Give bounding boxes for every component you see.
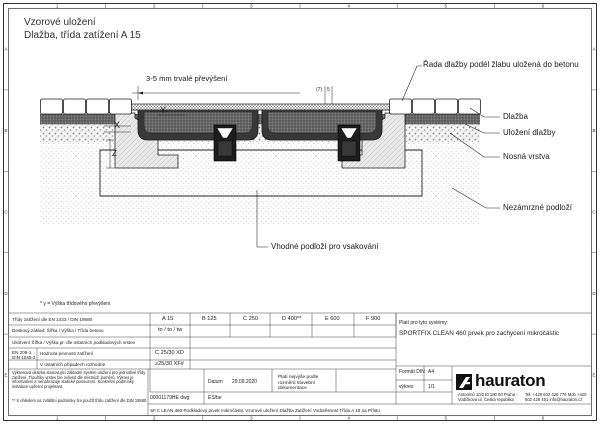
frame-row-letter: B [4,128,8,134]
tb-row4-value: C 25/30 XD [155,350,184,356]
callout-ulozeni: Uložení dlažby [503,128,556,137]
paving-stone [110,99,132,114]
tb-class-b125: B 125 [202,316,217,322]
tb-contact: Tel. +420 602 428 776 Mob +420 602 428 461 info@hauraton.cz [525,392,587,402]
frame-row-letter: E [4,372,8,378]
callout-dlazba: Dlažba [503,112,528,121]
paving-stone [459,99,481,114]
frame-row-letter: D [592,290,596,296]
callout-vhodne: Vhodné podloží pro vsakování [271,242,379,251]
frame-col-number: 5 [444,415,448,421]
frame-row-letter: E [592,372,596,378]
tb-row2-label: Deskový základ: Šířka / Výška / Třída betonu [12,328,104,333]
drawing-title: Vzorové uložení [24,17,96,28]
tb-class-row-label: Třídy zatížení dle EN 1433 / DIN 19580 [12,317,93,322]
paving-stone [436,99,458,114]
paving-stone [41,99,63,114]
frame-col-number: 6 [541,3,545,9]
frame-row-letter: D [4,290,8,296]
tb-date-value: 29.09.2020 [232,379,258,385]
frame-row-letter: A [4,46,8,52]
paving-stone [413,99,435,114]
callout-paver-row: Řada dlažby podél žlabu uložená do betonu [423,60,579,69]
dimension-x: X [114,120,121,130]
frame-col-number: 5 [444,3,448,9]
tb-address: Antonínů 10/210 180 00 Praha - Vodičkova ul. Česká republika [458,392,518,402]
frame-col-number: 3 [250,3,253,9]
tb-row5-value: ≥25/30 XF# [155,361,184,367]
callout-nosna: Nosná vrstva [503,152,550,161]
footnote: * y = Výška třídového převýšení [40,301,111,307]
dimension-7: (7) [316,87,323,93]
tb-class-e600: E 600 [325,316,340,322]
tb-format-label: Formát DIN [399,369,425,375]
tb-scale: ES/be [208,395,222,401]
paving-stone [64,99,86,114]
tb-product-value: SPORTFIX CLEAN 460 prvek pro zachycení mikročástic [399,330,560,337]
frame-col-number: 6 [541,415,545,421]
paving-stone [390,99,412,114]
paving-stone [87,99,109,114]
callout-overheight: 3-5 mm trvalé převýšení [146,74,228,83]
tb-notes-2: ** S ohledem na zvláštní podmínky lze použít třídu zatížení dle DIN 19580. [12,398,148,403]
tb-sheet-label: výkres [399,384,414,390]
tb-drawing-no: 00001179HE dwg [150,395,190,401]
frame-col-number: 1 [55,415,59,421]
tb-class-c250: C 250 [243,316,258,322]
tb-row3-label: Ukotvení Šířka / Výška pr. dle ostatních podkladových vrstev [12,340,136,345]
frame-row-letter: C [4,209,8,215]
dimension-5: 5 [327,87,330,93]
tb-print-note: Platí nejvýše podle rozměrů stavební dokumentace [278,375,319,392]
tb-class-d400: D 400** [282,316,302,322]
frame-row-letter: A [592,46,596,52]
frame-row-letter: C [592,209,596,215]
tb-date-label: Datum [208,379,223,385]
frame-col-number: 4 [347,415,350,421]
tb-row4-label: Hodnota pevnosti zatížení [40,351,94,356]
brand-wordmark: hauraton [475,371,546,390]
frame-col-number: 3 [250,415,253,421]
tb-class-f900: F 900 [366,316,381,322]
frame-row-letter: B [592,128,596,134]
frame-col-number: 1 [55,3,59,9]
dimension-y: Y [160,105,167,115]
tb-format-value: A4 [428,369,435,375]
tb-notes: Výkresová ukázka stanovující základní systém uložení pro jednotlivé třídy zatížení. Tloušťky vrstev lze ovlivnit dle místních poměrů. Výkres je informativní a nenahrazuje statické posouzení. Konkrétní podmínky instalace upřesní projektant. [12,370,146,389]
hauraton-logo-mark [456,374,472,390]
tb-row5-label: V ostatních případech rozhodne [40,362,106,367]
tb-product-label: Platí pro tyto systémy: [399,320,449,326]
frame-col-number: 2 [152,415,156,421]
tb-sheet-value: 1/1 [428,384,435,390]
frame-col-number: 4 [347,3,350,9]
tb-class-a15: A 15 [162,316,174,322]
tb-row4-code: EN 206-1 DIN 1045-2 [12,350,36,360]
tb-bottom-line: SF.C LEAN 460 Podkladový prvek mikročástic Vzorové uložení Dlažba Zatížení Vodotěsnost Třída A 15 na Přístu [150,408,380,413]
dimension-z: Z [112,149,117,158]
callout-nezamrzne: Nezámrzné podloží [503,203,572,212]
tb-row2-value: to / to / tw [158,327,183,333]
drawing-subtitle: Dlažba, třída zatížení A 15 [24,30,141,41]
frame-col-number: 2 [152,3,156,9]
